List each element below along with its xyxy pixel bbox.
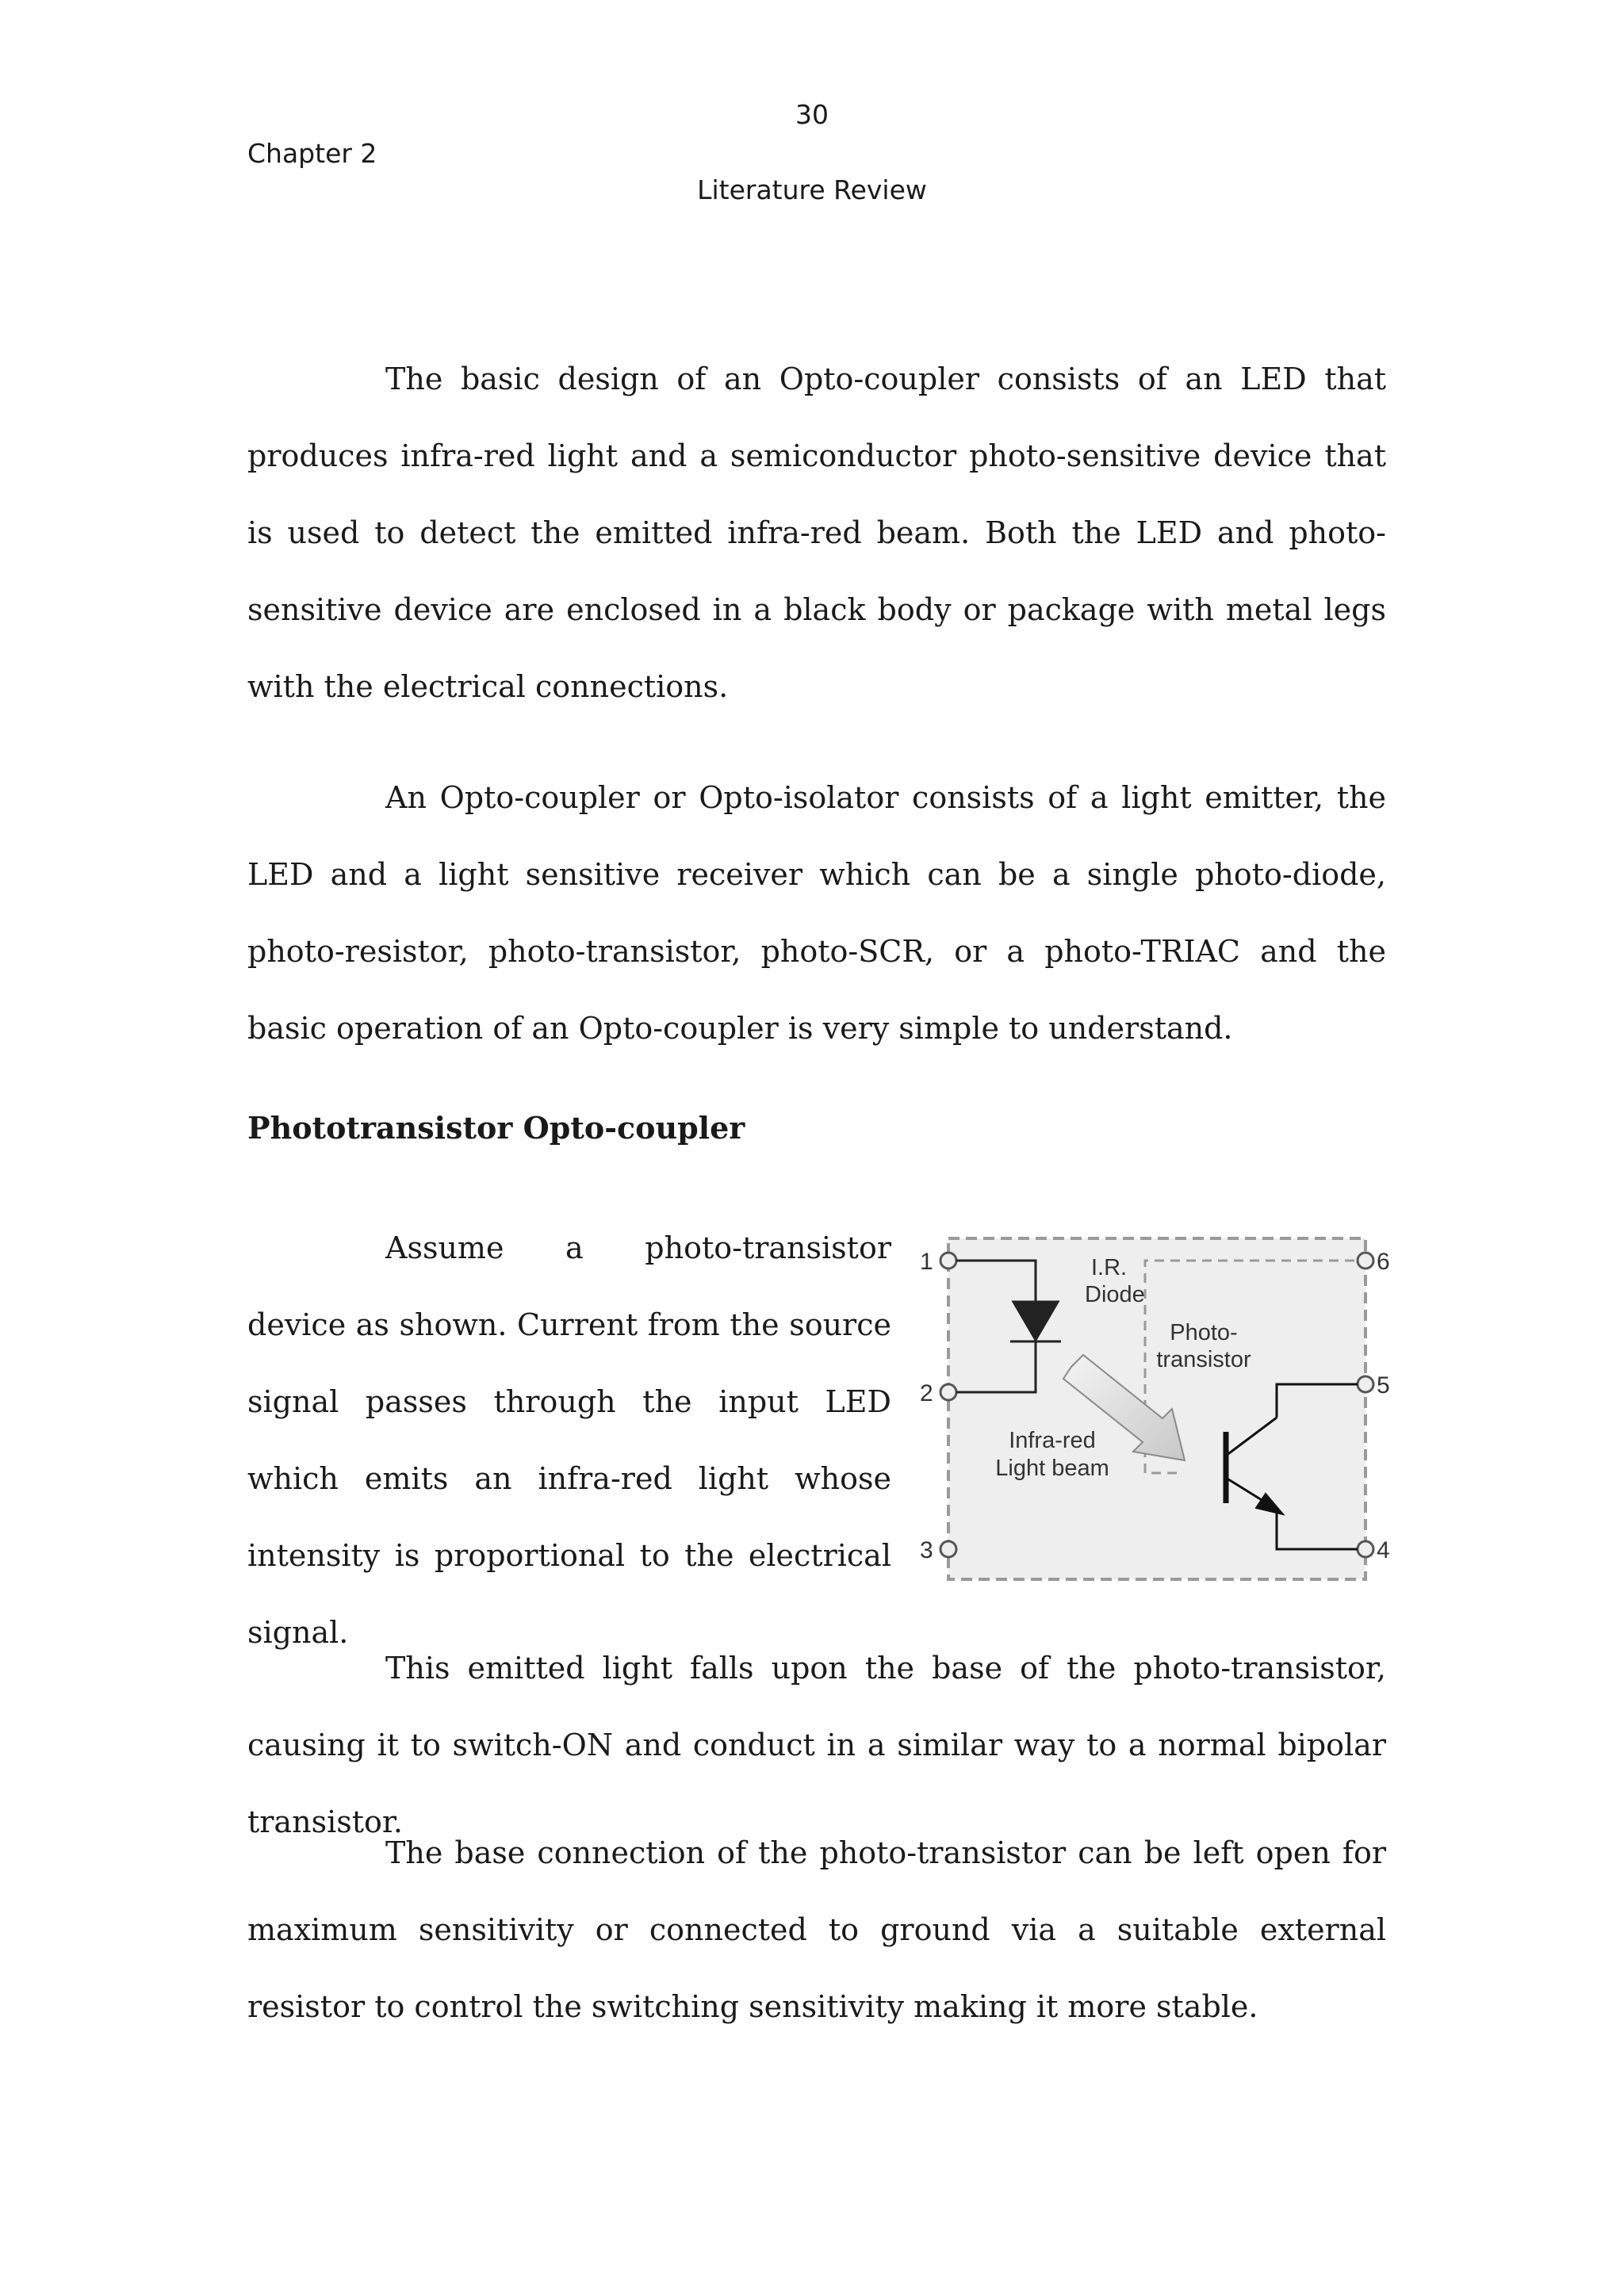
- paragraph: The basic design of an Opto-coupler consists of an LED that produces infra-red light and a semiconductor photo-sensitive device that is used to detect the emitted infra-red beam. Both the LED and photo-sensitive device are enclosed in a black body or package with metal legs with the electrical connections.: [247, 362, 1386, 704]
- transistor-label-line2: transistor: [1156, 1347, 1251, 1372]
- beam-label-line1: Infra-red: [1009, 1428, 1096, 1453]
- paragraph: The base connection of the photo-transistor can be left open for maximum sensitivity or connected to ground via a suitable external resistor to control the switching sensitivity making it more stable.: [247, 1835, 1386, 2024]
- paragraph: An Opto-coupler or Opto-isolator consists of a light emitter, the LED and a light sensitive receiver which can be a single photo-diode, photo-resistor, photo-transistor, photo-SCR, or a photo-TRIAC and the basic operation of an Opto-coupler is very simple to understand.: [247, 780, 1386, 1046]
- section-label: Literature Review: [697, 174, 927, 205]
- pin-5-label: 5: [1377, 1372, 1390, 1399]
- page-number: 30: [795, 99, 829, 130]
- section-heading: Phototransistor Opto-coupler: [247, 1110, 745, 1146]
- pin-3-label: 3: [920, 1537, 933, 1563]
- pin-2-label: 2: [920, 1380, 933, 1406]
- paragraph: This emitted light falls upon the base of the photo-transistor, causing it to switch-ON and conduct in a similar way to a normal bipolar transistor.: [247, 1651, 1386, 1839]
- pin-4-label: 4: [1377, 1537, 1390, 1563]
- paragraph: Assume a photo-transistor device as shown. Current from the source signal passes through the input LED which emits an infra-red light whose intensity is proportional to the electrical signal.: [247, 1230, 891, 1650]
- transistor-label-line1: Photo-: [1170, 1320, 1238, 1345]
- beam-label-line2: Light beam: [995, 1456, 1109, 1481]
- diode-label-line1: I.R.: [1091, 1255, 1128, 1280]
- chapter-label: Chapter 2: [247, 138, 377, 169]
- package-outline: [948, 1238, 1365, 1579]
- pin-1-label: 1: [920, 1249, 933, 1275]
- diode-label-line2: Diode: [1085, 1282, 1145, 1307]
- pin-6-label: 6: [1377, 1249, 1390, 1275]
- optocoupler-diagram: [907, 1229, 1399, 1594]
